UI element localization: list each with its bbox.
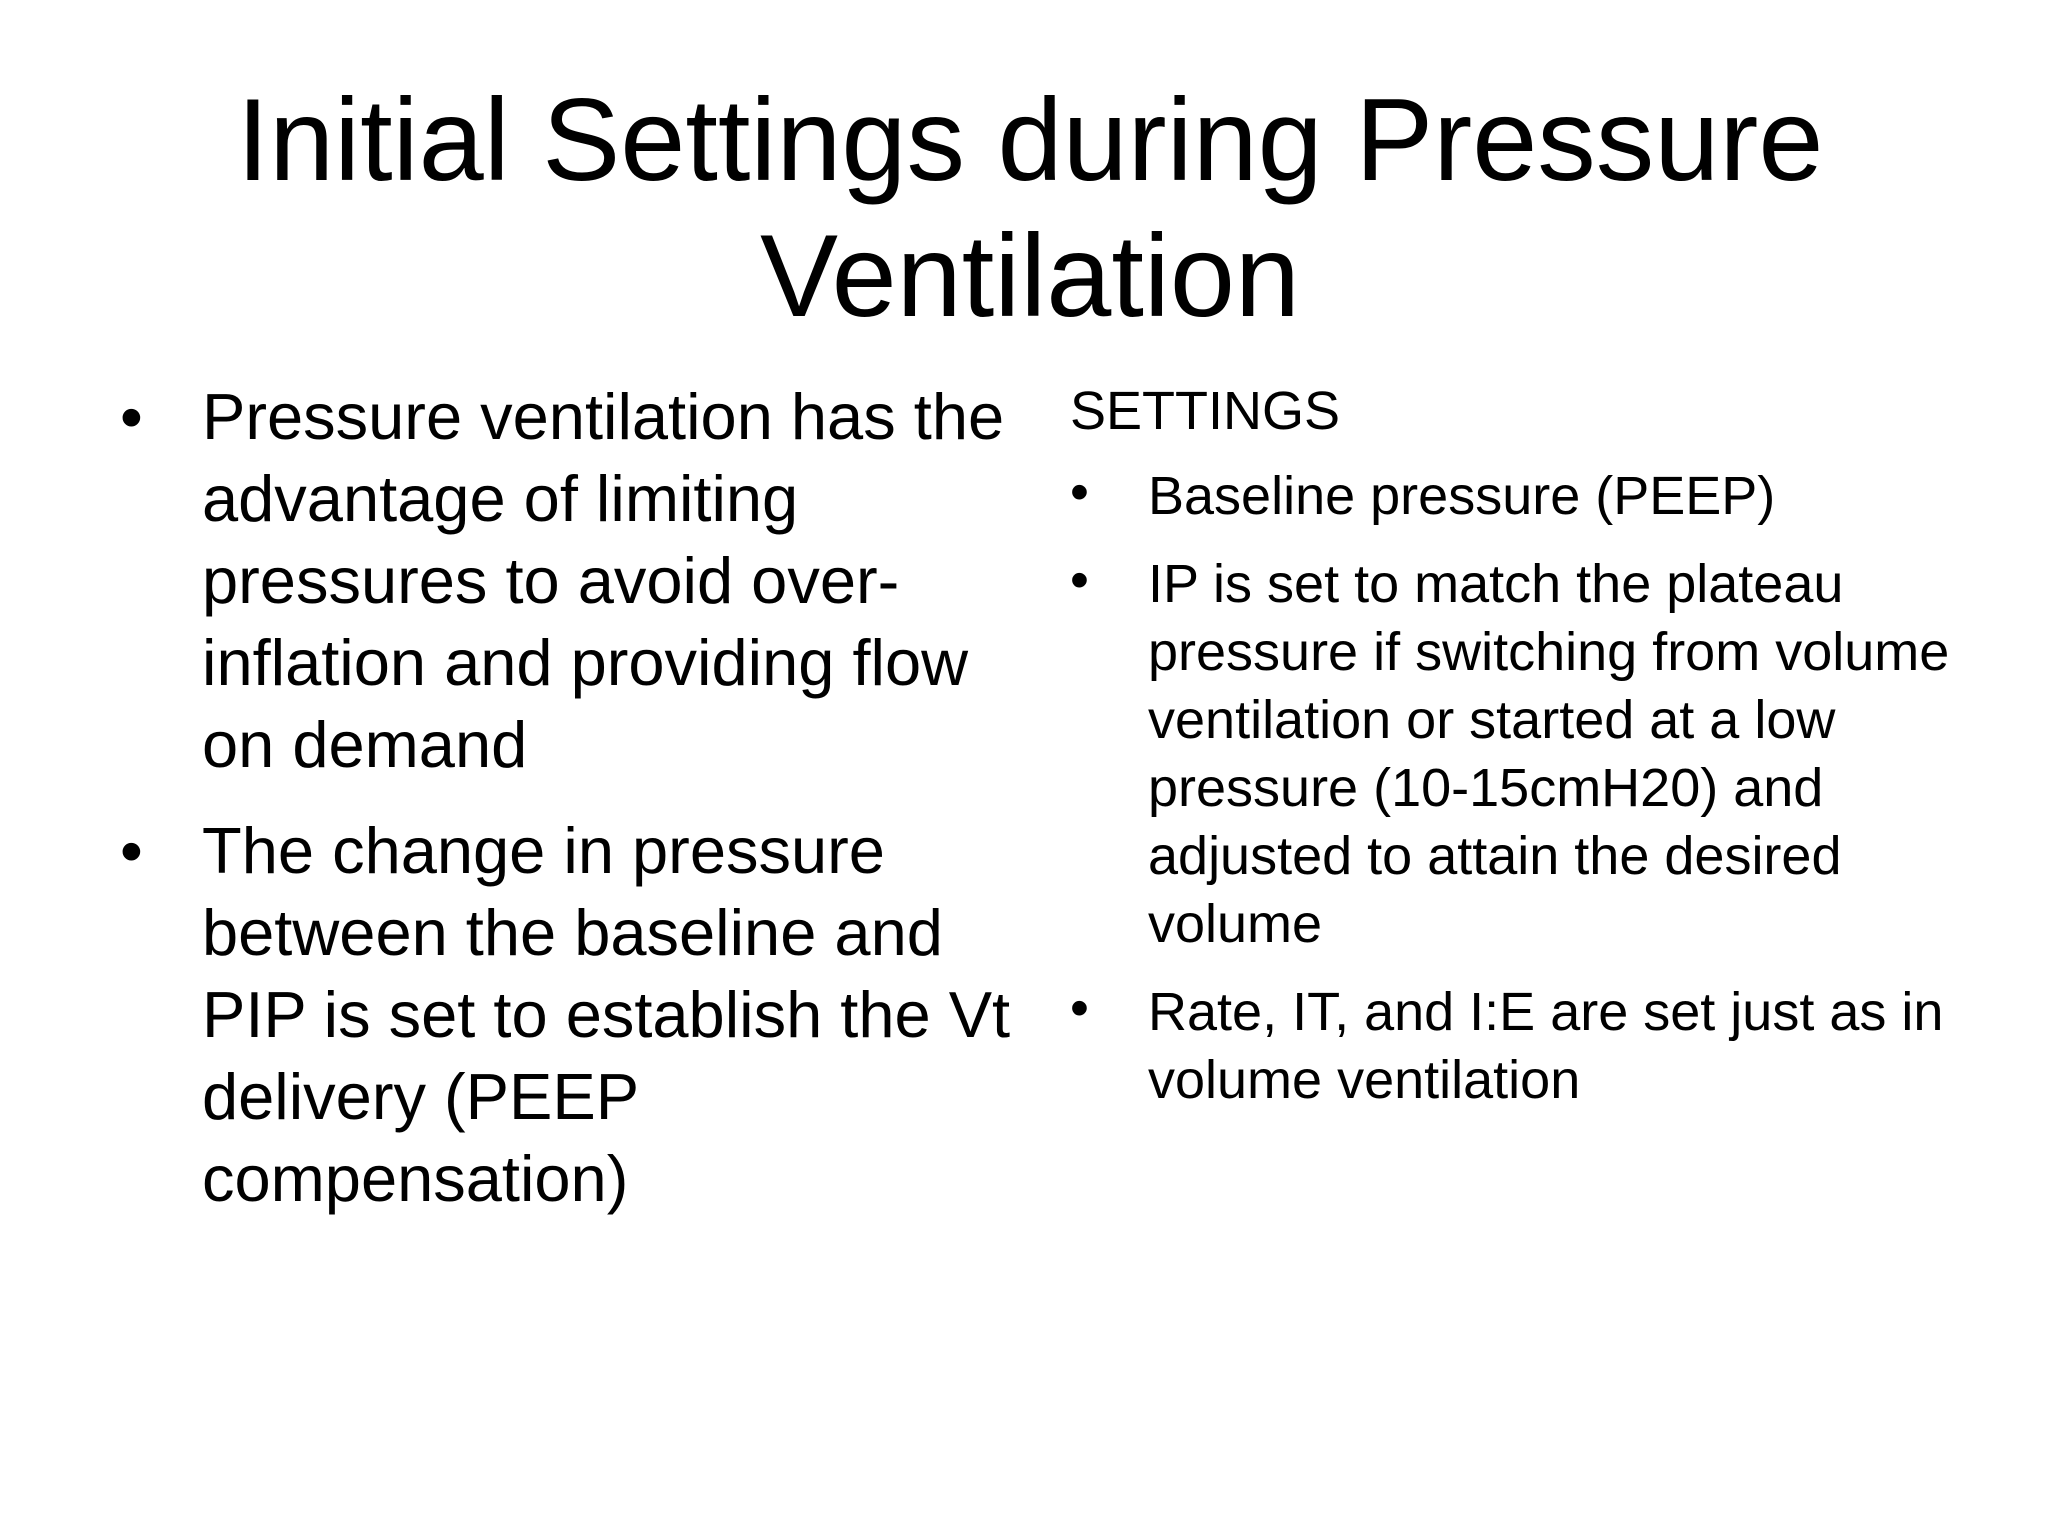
settings-heading: SETTINGS bbox=[1070, 381, 1341, 441]
right-bullet-list bbox=[1070, 462, 1970, 1114]
list-item bbox=[120, 376, 1020, 786]
right-column bbox=[1070, 380, 1970, 1134]
list-item bbox=[1070, 462, 1970, 530]
bullet-text: IP is set to match the plateau pressure if switching from volume ventilation or started at a low pressure (10-15cmH20) and adjusted to attain the desired volume bbox=[1148, 554, 1950, 954]
slide-title bbox=[140, 72, 1920, 344]
list-item bbox=[1070, 550, 1970, 958]
bullet-icon: • bbox=[1070, 462, 1089, 522]
bullet-text: Rate, IT, and I:E are set just as in volume ventilation bbox=[1148, 982, 1944, 1110]
left-column bbox=[120, 376, 1020, 1244]
slide-title-line-2: Ventilation bbox=[760, 210, 1300, 341]
list-item bbox=[120, 810, 1020, 1220]
bullet-text: The change in pressure between the baseline and PIP is set to establish the Vt delivery (PEEP compensation) bbox=[202, 814, 1011, 1215]
list-item bbox=[1070, 978, 1970, 1114]
bullet-icon: • bbox=[1070, 550, 1089, 610]
bullet-icon: • bbox=[1070, 978, 1089, 1038]
bullet-icon: • bbox=[120, 814, 143, 887]
bullet-text: Baseline pressure (PEEP) bbox=[1148, 466, 1776, 526]
slide-title-line-1: Initial Settings during Pressure bbox=[236, 74, 1824, 205]
bullet-text: Pressure ventilation has the advantage of limiting pressures to avoid over-inflation and providing flow on demand bbox=[202, 380, 1005, 781]
left-bullet-list bbox=[120, 376, 1020, 1220]
bullet-icon: • bbox=[120, 380, 143, 453]
